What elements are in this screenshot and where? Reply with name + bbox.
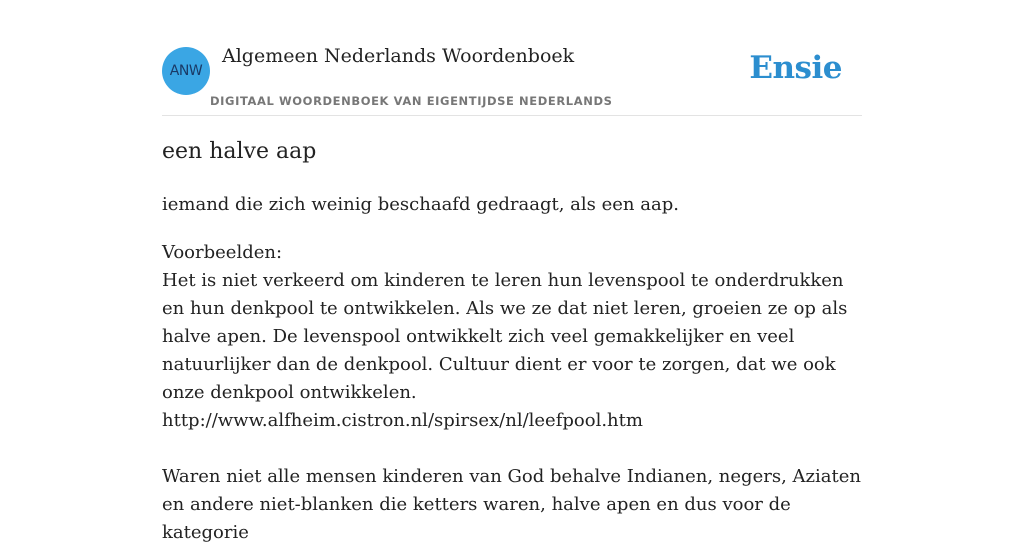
page (162, 0, 862, 543)
site-header (162, 0, 862, 116)
anw-logo[interactable] (162, 47, 210, 95)
examples-section (162, 239, 862, 547)
example-source-link[interactable]: http://www.alfheim.cistron.nl/spirsex/nl/leefpool.htm (162, 410, 643, 431)
example-text: Het is niet verkeerd om kinderen te leren hun levenspool te onderdrukken en hun denkpool te ontwikkelen. Als we ze dat niet leren, groeien ze op als halve apen. De levenspool ontwikkelt zich veel gemakkelijker en veel natuurlijker dan de denkpool. Cultuur dient er voor te zorgen, dat we ook onze denkpool ontwikkelen. (162, 270, 848, 403)
ensie-brand-link[interactable]: Ensie (749, 50, 842, 86)
entry-definition: iemand die zich weinig beschaafd gedraagt, als een aap. (162, 194, 679, 215)
examples-label: Voorbeelden: (162, 242, 283, 263)
logo-text: ANW (169, 63, 203, 79)
example-text: Waren niet alle mensen kinderen van God behalve Indianen, negers, Aziaten en andere niet-blanken die ketters waren, halve apen en dus voor de kategorie (162, 466, 861, 543)
site-title[interactable]: Algemeen Nederlands Woordenboek (222, 45, 575, 67)
example-spacer (162, 435, 862, 463)
site-subtitle: DIGITAAL WOORDENBOEK VAN EIGENTIJDSE NEDERLANDS (210, 94, 613, 108)
entry-headword: een halve aap (162, 139, 317, 164)
